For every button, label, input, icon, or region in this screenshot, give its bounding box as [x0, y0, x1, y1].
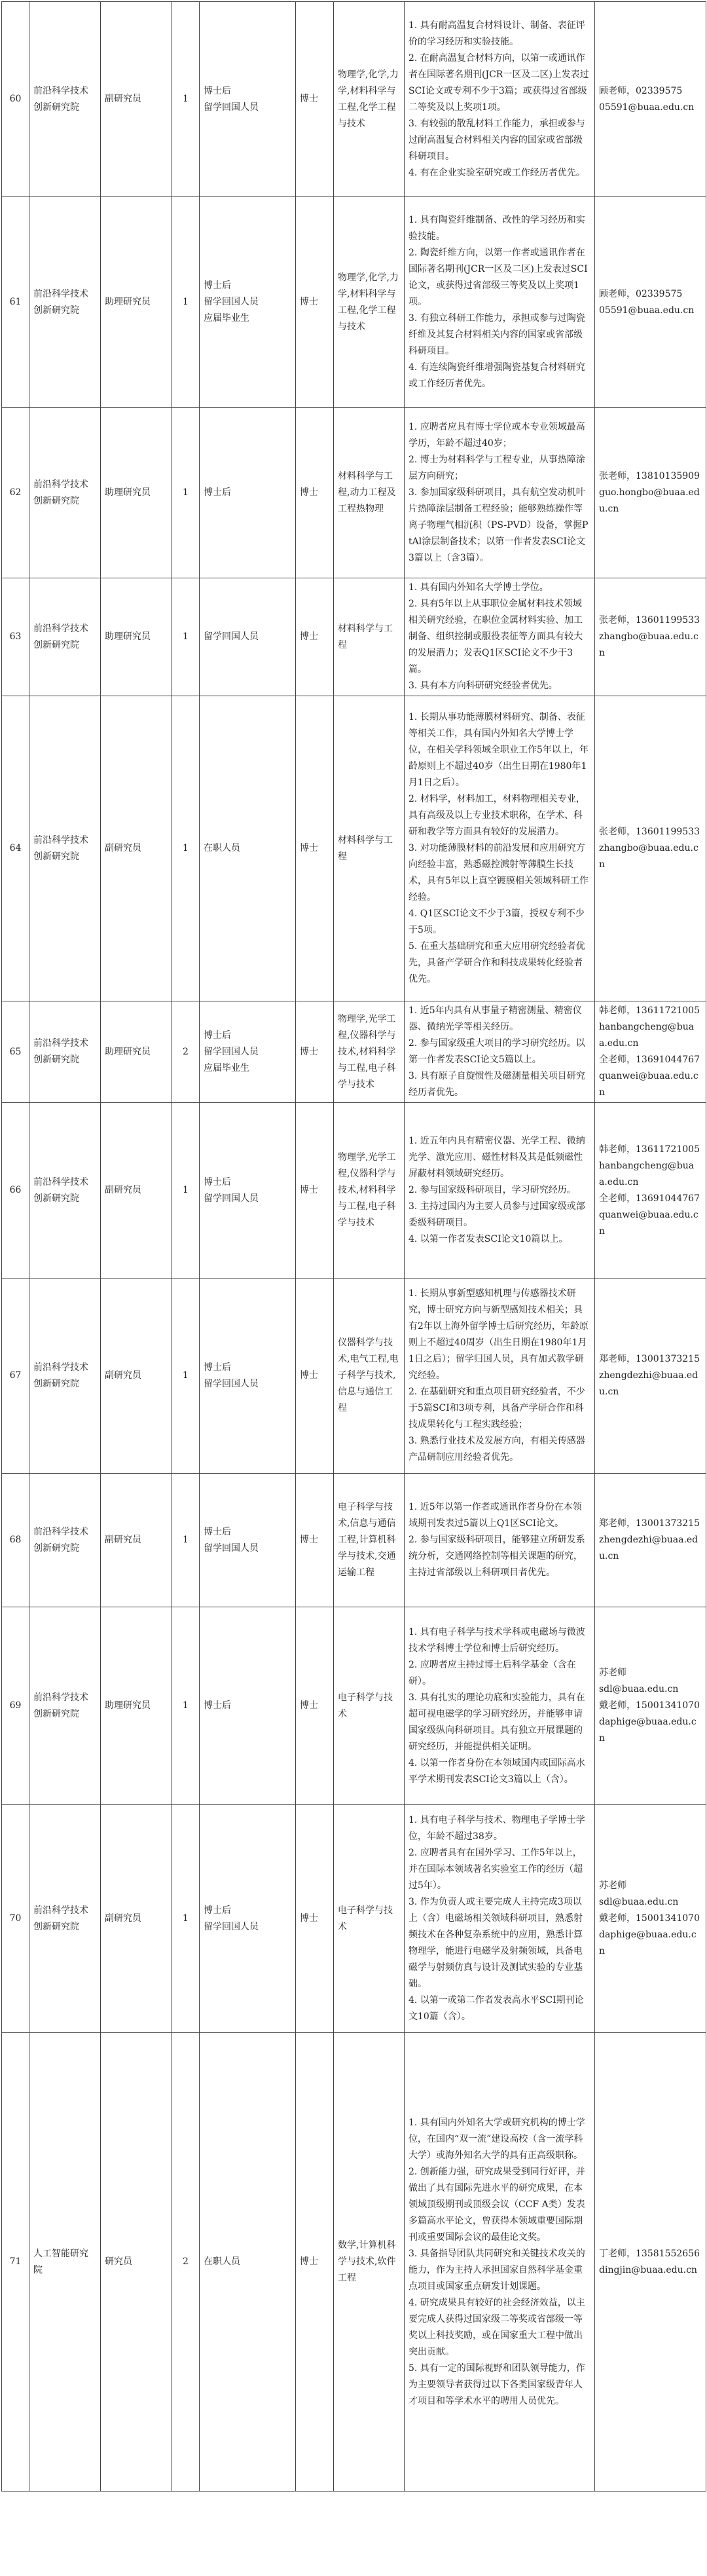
cell-position: 副研究员: [101, 1474, 172, 1607]
cell-number: 65: [2, 1001, 29, 1103]
recruitment-table: [1, 1, 706, 2492]
requirement-item: 1. 近5年内具有从事量子精密测量、精密仪器、微纳光学等相关经历。: [408, 1005, 582, 1032]
contact-name-phone: 苏老师: [599, 1668, 626, 1678]
cell-major: 电子科学与技术: [334, 1805, 405, 2033]
requirement-item: 2. 参与国家级科研项目，学习研究经历。: [408, 1185, 576, 1195]
requirement-item: 1. 长期从事功能薄膜材料研究、制备、表征等相关工作，具有国内外知名大学博士学位，在相关学科领域全职业工作5年以上，年龄原则上不超过40岁（出生日期在1980年1月1日之后）。: [408, 712, 589, 788]
requirement-item: 4. 以第一作者发表SCI论文10篇以上。: [408, 1234, 568, 1244]
cell-unit: 前沿科学技术创新研究院: [29, 1805, 101, 2033]
requirement-item: 3. 具有本方向科研研究经验者优先。: [408, 681, 558, 691]
requirement-item: 3. 熟悉行业技术及发展方向，有相关传感器产品研制应用经验者优先。: [408, 1436, 585, 1463]
cell-major: 材料科学与工程,动力工程及工程热物理: [334, 408, 405, 578]
cell-unit: 前沿科学技术创新研究院: [29, 2, 101, 197]
cell-category: 在职人员: [200, 696, 296, 1001]
cell-requirements: [405, 1607, 595, 1805]
cell-count: 1: [172, 696, 200, 1001]
cell-number: 61: [2, 197, 29, 408]
cell-requirements: [405, 2033, 595, 2492]
cell-major: 数学,计算机科学与技术,软件工程: [334, 2033, 405, 2492]
cell-position: 副研究员: [101, 1279, 172, 1474]
cell-degree: 博士: [296, 2033, 334, 2492]
requirement-item: 4. 有连续陶瓷纤维增强陶瓷基复合材料研究或工作经历者优先。: [408, 362, 585, 389]
requirement-item: 4. 研究成果具有较好的社会经济效益，以主要完成人获得过国家级二等奖或省部级一等奖以上科技奖励，或在国家重大工程中做出突出贡献。: [408, 2297, 585, 2357]
contact-name-phone: 戴老师，15001341070: [599, 1913, 700, 1924]
contact-name-phone: 韩老师，13611721005: [599, 1144, 700, 1155]
requirement-item: 1. 应聘者应具有博士学位或本专业领域最高学历，年龄不超过40岁；: [408, 422, 585, 449]
table-row: [2, 1279, 706, 1474]
cell-major: 物理学,化学,力学,材料科学与工程,化学工程与技术: [334, 197, 405, 408]
table-row: [2, 1001, 706, 1103]
contact-email[interactable]: dingjin@buaa.edu.cn: [599, 2264, 697, 2275]
cell-count: 1: [172, 1607, 200, 1805]
cell-count: 1: [172, 1474, 200, 1607]
table-row: [2, 1805, 706, 2033]
requirement-item: 3. 有较强的散乱材料工作能力，承担或参与过耐高温复合材料相关内容的国家或省部级科研项目。: [408, 118, 585, 162]
contact-name-phone: 苏老师: [599, 1880, 626, 1891]
requirement-item: 2. 博士为材料科学与工程专业，从事热障涂层方向研究；: [408, 455, 585, 481]
cell-count: 1: [172, 408, 200, 578]
contact-email[interactable]: sdl@buaa.edu.cn: [599, 1897, 679, 1907]
requirement-item: 1. 具有耐高温复合材料设计、制备、表征评价的学习经历和实验技能。: [408, 20, 585, 47]
requirement-item: 1. 具有陶瓷纤维制备、改性的学习经历和实验技能。: [408, 215, 585, 242]
cell-unit: 前沿科学技术创新研究院: [29, 1607, 101, 1805]
cell-unit: 前沿科学技术创新研究院: [29, 1103, 101, 1279]
cell-contact: [595, 2033, 706, 2492]
cell-number: 69: [2, 1607, 29, 1805]
cell-category: 博士后 留学回国人员: [200, 2, 296, 197]
table-row: [2, 1607, 706, 1805]
contact-name-phone: 韩老师，13611721005: [599, 1005, 700, 1016]
cell-unit: 前沿科学技术创新研究院: [29, 408, 101, 578]
cell-count: 1: [172, 1279, 200, 1474]
contact-name-phone: 丁老师，13581552656: [599, 2248, 700, 2259]
requirement-item: 1. 具有国内外知名大学或研究机构的博士学位，在国内“双一流”建设高校（含一流学科大学）或海外知名大学的具有正高级职称。: [408, 2117, 585, 2161]
cell-number: 68: [2, 1474, 29, 1607]
cell-position: 助理研究员: [101, 1001, 172, 1103]
requirement-item: 3. 主持过国内为主要人员参与过国家级或部委级科研项目。: [408, 1201, 585, 1228]
cell-contact: [595, 578, 706, 696]
cell-count: 1: [172, 1805, 200, 2033]
requirement-item: 3. 作为负责人或主要完成人主持完成3项以上（含）电磁场相关领域科研项目，熟悉射频技术在各种复杂系统中的应用，熟悉计算物理学，能进行电磁学及射频领域，具备电磁学与射频仿真与设计及测试实验的专业基础。: [408, 1897, 583, 1989]
contact-name-phone: 顾老师，02339575: [599, 288, 683, 299]
cell-number: 62: [2, 408, 29, 578]
cell-degree: 博士: [296, 408, 334, 578]
cell-degree: 博士: [296, 1279, 334, 1474]
cell-unit: 前沿科学技术创新研究院: [29, 1474, 101, 1607]
cell-degree: 博士: [296, 578, 334, 696]
contact-email[interactable]: daphige@buaa.edu.cn: [599, 1930, 697, 1956]
cell-position: 研究员: [101, 2033, 172, 2492]
cell-degree: 博士: [296, 696, 334, 1001]
contact-email[interactable]: zhangbo@buaa.edu.cn: [599, 843, 698, 870]
contact-name-phone: 全老师，13691044767: [599, 1055, 700, 1065]
cell-major: 材料科学与工程: [334, 578, 405, 696]
cell-position: 助理研究员: [101, 578, 172, 696]
contact-email[interactable]: hanbangcheng@buaa.edu.cn: [599, 1022, 695, 1049]
cell-contact: [595, 1607, 706, 1805]
requirement-item: 4. Q1区SCI论文不少于3篇，授权专利不少于5项。: [408, 908, 585, 935]
requirement-item: 3. 具备指导团队共同研究和关键技术攻关的能力，作为主持人承担国家自然科学基金重点项目或国家重点研发计划课题。: [408, 2248, 585, 2292]
cell-category: 博士后 留学回国人员 应届毕业生: [200, 197, 296, 408]
cell-unit: 前沿科学技术创新研究院: [29, 197, 101, 408]
contact-email[interactable]: 05591@buaa.edu.cn: [599, 102, 695, 113]
cell-contact: [595, 2, 706, 197]
cell-unit: 前沿科学技术创新研究院: [29, 578, 101, 696]
cell-requirements: [405, 578, 595, 696]
cell-degree: 博士: [296, 1805, 334, 2033]
cell-position: 助理研究员: [101, 1607, 172, 1805]
cell-degree: 博士: [296, 1001, 334, 1103]
requirement-item: 3. 具有扎实的理论功底和实验能力，具有在超可视电磁学的学习研究经历，并能够申请国家级纵向科研项目。具有独立开展课题的研究经历，并能提供相关证明。: [408, 1692, 585, 1752]
cell-major: 物理学,光学工程,仪器科学与技术,材料科学与工程,电子科学与技术: [334, 1103, 405, 1279]
cell-requirements: [405, 1279, 595, 1474]
cell-contact: [595, 696, 706, 1001]
requirement-item: 1. 具有电子科学与技术、物理电子学博士学位，年龄不超过38岁。: [408, 1815, 585, 1842]
table-row: [2, 578, 706, 696]
requirement-item: 4. 以第一作者身份在本领域国内或国际高水平学术期刊发表SCI论文3篇以上（含）。: [408, 1757, 585, 1785]
cell-contact: [595, 197, 706, 408]
requirement-item: 2. 陶瓷纤维方向，以第一作者或通讯作者在国际著名期刊(JCR一区及二区)上发表过SCI论文，或获得过省部级三等奖及以上奖项1项。: [408, 248, 588, 307]
cell-requirements: [405, 1805, 595, 2033]
contact-email[interactable]: zhangbo@buaa.edu.cn: [599, 631, 698, 658]
table-row: [2, 1474, 706, 1607]
cell-count: 1: [172, 197, 200, 408]
contact-email[interactable]: guo.hongbo@buaa.edu.cn: [599, 487, 700, 514]
cell-contact: [595, 1103, 706, 1279]
requirement-item: 1. 长期从事新型感知机理与传感器技术研究，博士研究方向与新型感知技术相关；具有2年以上海外留学博士后研究经历，年龄原则上不超过40周岁（出生日期在1980年1月1日之后）；留学归国人员，具有加式教学研究经验。: [408, 1288, 589, 1381]
cell-count: 2: [172, 2033, 200, 2492]
contact-email[interactable]: zhengdezhi@buaa.edu.cn: [599, 1370, 698, 1397]
contact-email[interactable]: sdl@buaa.edu.cn: [599, 1684, 679, 1694]
requirement-item: 1. 近5年以第一作者或通讯作者身份在本领域期刊发表过5篇以上Q1区SCI论文。: [408, 1502, 582, 1529]
table-row: [2, 197, 706, 408]
cell-requirements: [405, 408, 595, 578]
cell-unit: 前沿科学技术创新研究院: [29, 1279, 101, 1474]
cell-number: 60: [2, 2, 29, 197]
contact-email[interactable]: quanwei@buaa.edu.cn: [599, 1209, 698, 1237]
cell-unit: 前沿科学技术创新研究院: [29, 696, 101, 1001]
cell-position: 副研究员: [101, 1805, 172, 2033]
requirement-item: 2. 具有5年以上从事职位金属材料技术领域相关研究经验，在职位金属材料实验、加工制备、组织控制或服役表征等方面具有较大的发展潜力；发表Q1区SCI论文不少于3篇。: [408, 599, 583, 675]
requirement-item: 2. 在基础研究和重点项目研究经验者，不少于5篇SCI和3项专利，具备产学研合作和科技成果转化与工程实践经验；: [408, 1387, 585, 1430]
contact-email[interactable]: quanwei@buaa.edu.cn: [599, 1071, 698, 1098]
contact-name-phone: 张老师，13601199533: [599, 615, 700, 625]
requirement-item: 2. 参与国家级科研项目，能够建立所研发系统分析，交通网络控制等相关课题的研究，主持过省部级以上科研项目者优先。: [408, 1535, 585, 1578]
cell-number: 63: [2, 578, 29, 696]
contact-name-phone: 郑老师，13001373215: [599, 1354, 700, 1364]
requirement-item: 1. 近五年内具有精密仪器、光学工程、微纳光学、激光应用、磁性材料及其是低频磁性屏蔽材料领域研究经历。: [408, 1136, 585, 1179]
contact-name-phone: 全老师，13691044767: [599, 1193, 700, 1204]
cell-number: 64: [2, 696, 29, 1001]
cell-position: 助理研究员: [101, 197, 172, 408]
cell-category: 博士后 留学回国人员: [200, 1474, 296, 1607]
cell-degree: 博士: [296, 1474, 334, 1607]
cell-contact: [595, 408, 706, 578]
requirement-item: 4. 以第一或第二作者发表高水平SCI期刊论文10篇（含）。: [408, 1995, 584, 2022]
cell-major: 物理学,化学,力学,材料科学与工程,化学工程与技术: [334, 2, 405, 197]
table-row: [2, 2033, 706, 2492]
contact-name-phone: 戴老师，15001341070: [599, 1700, 700, 1711]
cell-unit: 前沿科学技术创新研究院: [29, 1001, 101, 1103]
cell-requirements: [405, 1103, 595, 1279]
cell-requirements: [405, 197, 595, 408]
cell-requirements: [405, 1474, 595, 1607]
cell-category: 博士后 留学回国人员: [200, 1279, 296, 1474]
cell-major: 物理学,光学工程,仪器科学与技术,材料科学与工程,电子科学与技术: [334, 1001, 405, 1103]
contact-name-phone: 郑老师，13001373215: [599, 1518, 700, 1529]
cell-category: 博士后: [200, 1607, 296, 1805]
requirement-item: 2. 创新能力强，研究成果受到同行好评，并做出了具有国际先进水平的研究成果，在本领域顶级期刊或顶级会议（CCF A类）发表多篇高水平论文，曾获得本领域重要国际期刊或重要国际会议的最佳论文奖。: [408, 2166, 585, 2243]
requirement-item: 4. 有在企业实验室研究或工作经历者优先。: [408, 167, 585, 178]
cell-count: 2: [172, 1001, 200, 1103]
contact-name-phone: 张老师，13601199533: [599, 827, 700, 837]
requirement-item: 3. 参加国家级科研项目，具有航空发动机叶片热障涂层制备工程经验；能够熟练操作等离子物理气相沉积（PS-PVD）设备，掌握PtAl涂层制备技术；以第一作者发表SCI论文3篇以上（含3篇）。: [408, 487, 589, 563]
contact-name-phone: 张老师，13810135909: [599, 471, 700, 481]
cell-number: 70: [2, 1805, 29, 2033]
cell-degree: 博士: [296, 2, 334, 197]
cell-major: 电子科学与技术,信息与通信工程,计算机科学与技术,交通运输工程: [334, 1474, 405, 1607]
requirement-item: 1. 具有国内外知名大学博士学位。: [408, 582, 549, 593]
cell-unit: 人工智能研究院: [29, 2033, 101, 2492]
cell-degree: 博士: [296, 197, 334, 408]
cell-position: 副研究员: [101, 1103, 172, 1279]
cell-count: 1: [172, 1103, 200, 1279]
cell-degree: 博士: [296, 1103, 334, 1279]
table-row: [2, 1103, 706, 1279]
cell-major: 材料科学与工程: [334, 696, 405, 1001]
cell-major: 电子科学与技术: [334, 1607, 405, 1805]
requirement-item: 5. 在重大基础研究和重大应用研究经验者优先，具备产学研合作和科技成果转化经验者优先。: [408, 941, 585, 984]
cell-category: 在职人员: [200, 2033, 296, 2492]
contact-email[interactable]: zhengdezhi@buaa.edu.cn: [599, 1535, 698, 1561]
cell-number: 71: [2, 2033, 29, 2492]
cell-category: 博士后 留学回国人员: [200, 1103, 296, 1279]
requirement-item: 2. 材料学，材料加工，材料物理相关专业，具有高级及以上专业技术职称，在学术、科研和教学等方面具有较好的发展潜力。: [408, 794, 585, 837]
cell-degree: 博士: [296, 1607, 334, 1805]
requirement-item: 2. 应聘者具有在国外学习、工作5年以上，并在国际本领域著名实验室工作的经历（超过5年）。: [408, 1848, 583, 1891]
contact-email[interactable]: 05591@buaa.edu.cn: [599, 305, 695, 316]
requirement-item: 3. 具有原子自旋惯性及磁测量相关项目研究经历者优先。: [408, 1071, 585, 1098]
cell-requirements: [405, 2, 595, 197]
cell-count: 1: [172, 578, 200, 696]
table-row: [2, 408, 706, 578]
cell-contact: [595, 1279, 706, 1474]
cell-requirements: [405, 1001, 595, 1103]
requirement-item: 3. 对功能薄膜材料的前沿发展和应用研究方向经验丰富，熟悉磁控溅射等薄膜生长技术，具有5年以上真空镀膜相关领域科研工作经验。: [408, 843, 589, 903]
table-row: [2, 2, 706, 197]
table-row: [2, 696, 706, 1001]
contact-email[interactable]: daphige@buaa.edu.cn: [599, 1717, 697, 1744]
cell-category: 留学回国人员: [200, 578, 296, 696]
cell-count: 1: [172, 2, 200, 197]
cell-number: 66: [2, 1103, 29, 1279]
requirement-item: 3. 有独立科研工作能力，承担或参与过陶瓷纤维及其复合材料相关内容的国家或省部级科研项目。: [408, 313, 585, 356]
requirement-item: 5. 具有一定的国际视野和团队领导能力，作为主要领导者获得过以下各类国家级青年人才项目和等学术水平的聘用人员优先。: [408, 2362, 585, 2406]
cell-contact: [595, 1805, 706, 2033]
contact-name-phone: 顾老师，02339575: [599, 85, 683, 96]
cell-number: 67: [2, 1279, 29, 1474]
requirement-item: 2. 应聘者应主持过博士后科学基金（含在研）。: [408, 1659, 576, 1687]
cell-major: 仪器科学与技术,电气工程,电子科学与技术,信息与通信工程: [334, 1279, 405, 1474]
cell-category: 博士后: [200, 408, 296, 578]
contact-email[interactable]: hanbangcheng@buaa.edu.cn: [599, 1160, 695, 1187]
requirement-item: 2. 在耐高温复合材料方向，以第一或通讯作者在国际著名期刊(JCR一区及二区)上发表过SCI论文或专利不少于3篇；或获得过省部级二等奖及以上奖项1项。: [408, 52, 589, 113]
cell-contact: [595, 1474, 706, 1607]
cell-contact: [595, 1001, 706, 1103]
requirement-item: 2. 参与国家级重大项目的学习研究经历。以第一作者发表SCI论文5篇以上。: [408, 1038, 585, 1065]
cell-position: 副研究员: [101, 696, 172, 1001]
cell-category: 博士后 留学回国人员: [200, 1805, 296, 2033]
cell-position: 副研究员: [101, 2, 172, 197]
cell-category: 博士后 留学回国人员 应届毕业生: [200, 1001, 296, 1103]
requirement-item: 1. 具有电子科学与技术学科或电磁场与微波技术学科博士学位和博士后研究经历。: [408, 1626, 585, 1654]
cell-position: 助理研究员: [101, 408, 172, 578]
cell-requirements: [405, 696, 595, 1001]
